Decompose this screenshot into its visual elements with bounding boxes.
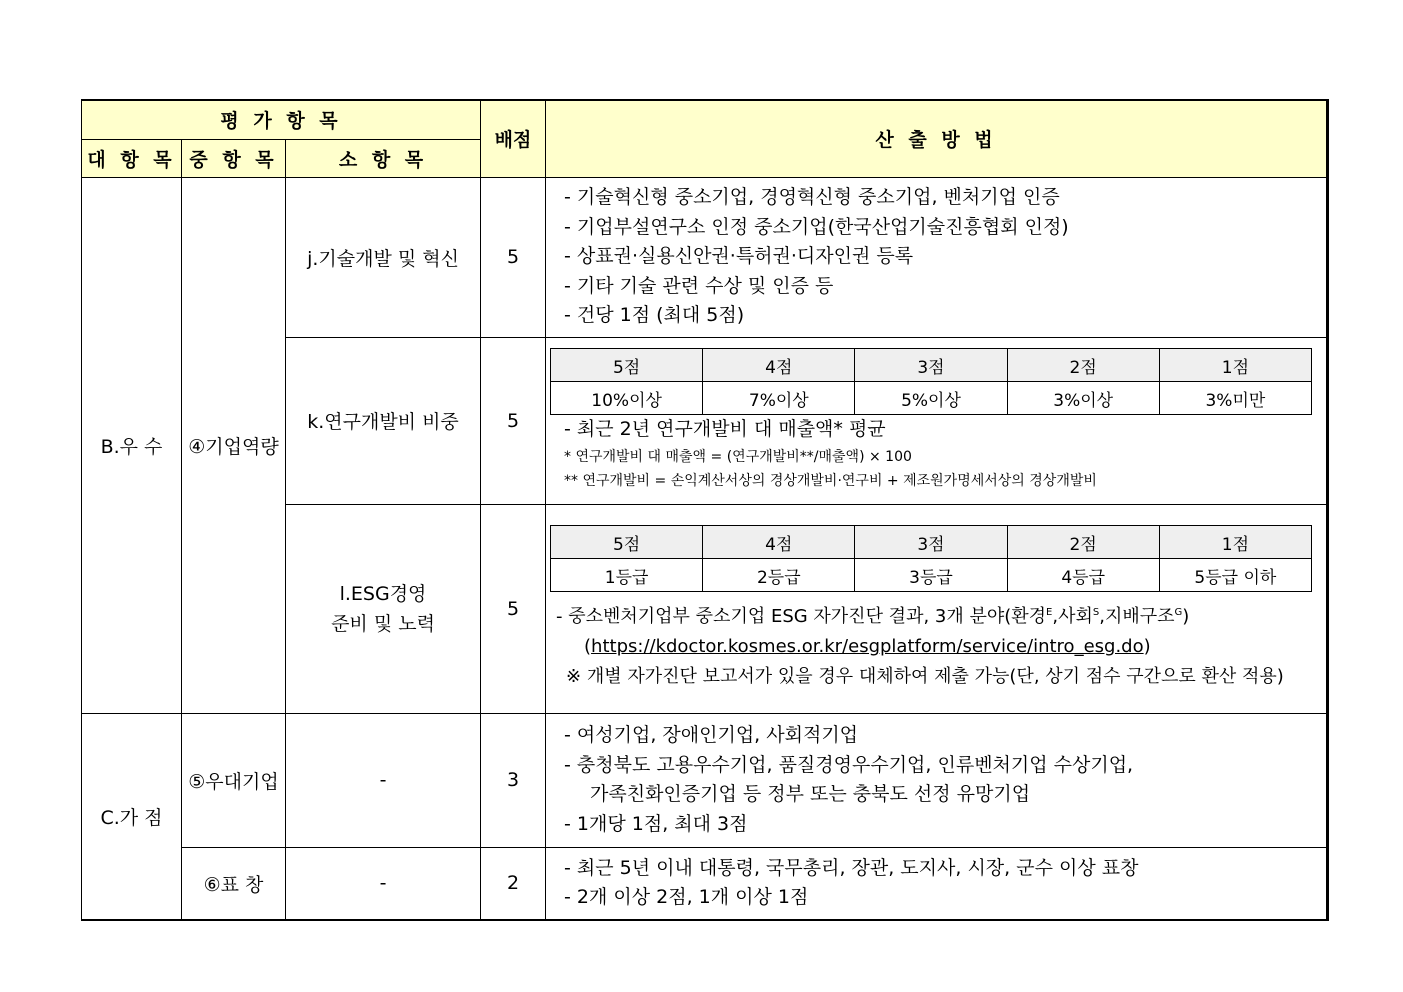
score-level: 1점 [1159,526,1311,559]
middle-company-capability: ④기업역량 [182,177,286,713]
score-level: 2점 [1007,526,1159,559]
minor-k: k.연구개발비 비중 [286,337,481,504]
score-criterion: 1등급 [551,559,703,592]
esg-platform-link[interactable]: https://kdoctor.kosmes.or.kr/esgplatform/service/intro_esg.do [591,636,1144,657]
method-line: - 최근 5년 이내 대통령, 국무총리, 장관, 도지사, 시장, 군수 이상 표창 [564,856,1139,879]
score-level: 3점 [855,526,1007,559]
eval-items-header: 평 가 항 목 [82,100,481,139]
method-line: - 1개당 1점, 최대 3점 [564,812,748,835]
method-l [546,504,1328,713]
esg-note: ※ 개별 자가진단 보고서가 있을 경우 대체하여 제출 가능(단, 상기 점수 구간으로 환산 적용) [566,666,1284,687]
score-criterion: 5등급 이하 [1159,559,1311,592]
score-criterion: 3%미만 [1159,382,1311,415]
method-header: 산 출 방 법 [546,100,1328,177]
score-k: 5 [481,337,546,504]
score-j: 5 [481,177,546,337]
method-line: - 건당 1점 (최대 5점) [564,304,745,327]
score-criterion: 7%이상 [703,382,855,415]
score-level: 3점 [855,349,1007,382]
score-criterion: 2등급 [703,559,855,592]
score-header: 배점 [481,100,546,177]
score-level: 2점 [1007,349,1159,382]
score-level: 4점 [703,526,855,559]
minor-j: j.기술개발 및 혁신 [286,177,481,337]
major-c: C.가 점 [82,713,182,920]
score-criterion: 5%이상 [855,382,1007,415]
minor-l-line1: l.ESG경영 [339,582,427,605]
method-k [546,337,1328,504]
score-criterion: 10%이상 [551,382,703,415]
middle-preferred-company: ⑤우대기업 [182,713,286,847]
esg-url-line: (https://kdoctor.kosmes.or.kr/esgplatform/service/intro_esg.do) [584,636,1151,657]
esg-score-table [550,525,1312,592]
method-line: - 여성기업, 장애인기업, 사회적기업 [564,724,859,746]
rd-ratio-score-table [550,348,1312,415]
minor-l-line2: 준비 및 노력 [331,612,435,635]
score-criterion: 3%이상 [1007,382,1159,415]
method-line: - 상표권·실용신안권·특허권·디자인권 등록 [564,245,914,268]
major-header: 대 항 목 [82,139,182,177]
method-line: 가족친화인증기업 등 정부 또는 충북도 선정 유망기업 [590,783,1031,805]
method-line: - 2개 이상 2점, 1개 이상 1점 [564,886,809,909]
method-j [546,177,1328,337]
method-line: - 충청북도 고용우수기업, 품질경영우수기업, 인류벤처기업 수상기업, [564,753,1134,776]
score-level: 5점 [551,349,703,382]
score-five: 3 [481,713,546,847]
score-l: 5 [481,504,546,713]
minor-l [286,504,481,713]
esg-self-diagnosis-line: - 중소벤처기업부 중소기업 ESG 자가진단 결과, 3개 분야(환경$^E$,사회$^S$,지배구조$^G$) [556,606,1190,627]
method-line: - 기업부설연구소 인정 중소기업(한국산업기술진흥협회 인정) [564,215,1069,238]
middle-award: ⑥표 창 [182,847,286,920]
middle-header: 중 항 목 [182,139,286,177]
method-line: - 기타 기술 관련 수상 및 인증 등 [564,274,834,297]
minor-header: 소 항 목 [286,139,481,177]
score-level: 4점 [703,349,855,382]
minor-five: - [286,713,481,847]
score-criterion: 3등급 [855,559,1007,592]
evaluation-table [81,99,1329,921]
score-criterion: 4등급 [1007,559,1159,592]
footnote-1: * 연구개발비 대 매출액 = (연구개발비**/매출액) × 100 [564,448,912,465]
score-level: 5점 [551,526,703,559]
method-line: - 최근 2년 연구개발비 대 매출액* 평균 [564,418,886,441]
method-line: - 기술혁신형 중소기업, 경영혁신형 중소기업, 벤처기업 인증 [564,186,1060,209]
method-six [546,847,1328,920]
footnote-2: ** 연구개발비 = 손익계산서상의 경상개발비·연구비 + 제조원가명세서상의 경상개발비 [564,472,1097,489]
minor-six: - [286,847,481,920]
score-level: 1점 [1159,349,1311,382]
score-six: 2 [481,847,546,920]
method-five [546,713,1328,847]
major-b: B.우 수 [82,177,182,713]
